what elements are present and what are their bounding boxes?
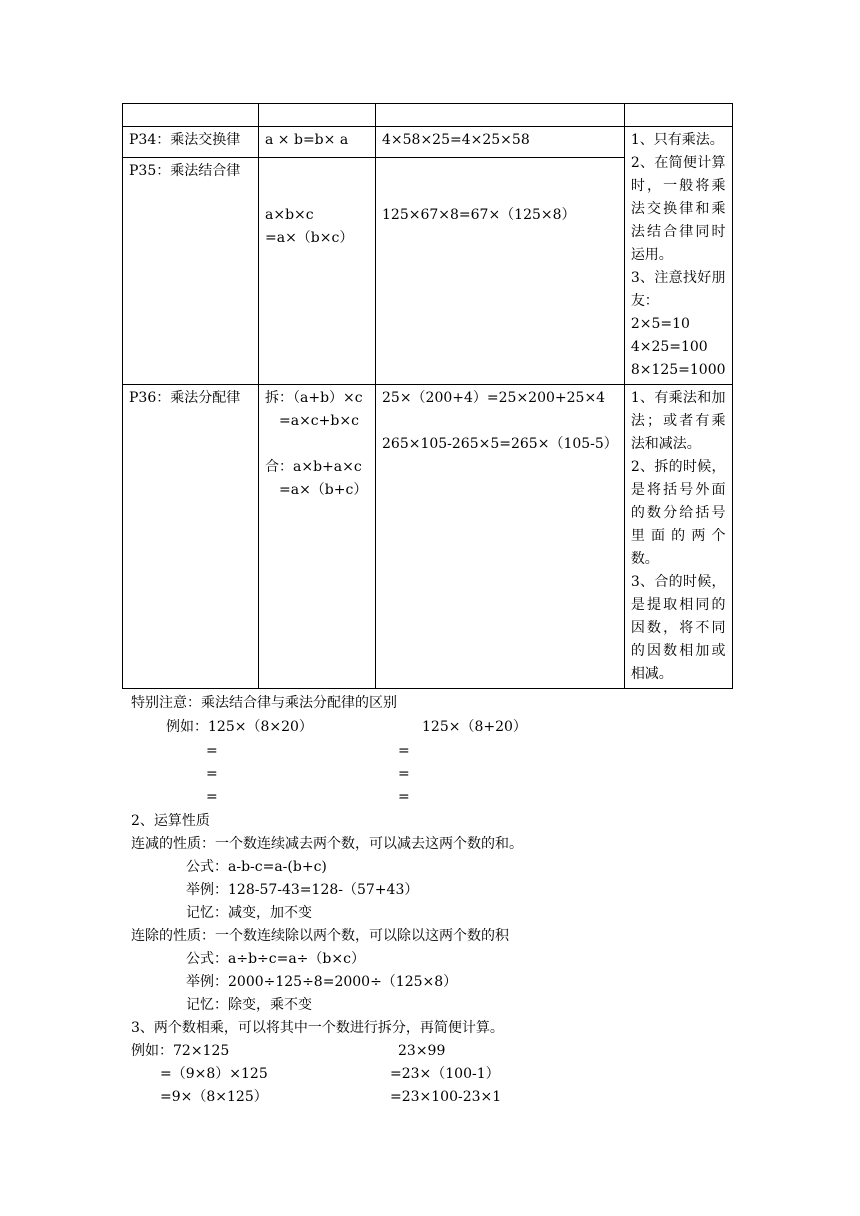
example-line: 265×105-265×5=265×（105-5） (382, 436, 618, 452)
subtraction-formula: 公式：a-b-c=a-(b+c) (186, 859, 327, 875)
multiplication-laws-table (122, 103, 733, 689)
note-line: 3、合的时候，是提取相同的因数，将不同的因数相加或相减。 (630, 574, 726, 682)
example-line: 25×（200+4）=25×200+25×4 (382, 390, 606, 406)
section3-left-line: =（9×8）×125 (160, 1066, 268, 1082)
table-row (123, 385, 733, 689)
header-cell (624, 104, 732, 127)
special-example-right: 125×（8+20） (422, 719, 527, 735)
section3-title: 3、两个数相乘，可以将其中一个数进行拆分，再简便计算。 (131, 1020, 504, 1036)
law-formula-commutative: a × b=b× a (259, 127, 376, 158)
note-line: 8×125=1000 (630, 362, 726, 378)
section3-left-line: =9×（8×125） (160, 1089, 268, 1105)
note-line: 2、拆的时候，是将括号外面的数分给括号里面的两个数。 (630, 459, 726, 567)
formula-line: =a×c+b×c (279, 413, 359, 429)
note-line: 3、注意找好朋友： (630, 270, 726, 309)
equals-sign: = (398, 789, 410, 805)
header-cell (376, 104, 625, 127)
formula-line: =a×（b+c） (279, 482, 368, 498)
section2-title: 2、运算性质 (131, 813, 210, 829)
equals-sign: = (398, 766, 410, 782)
law-formula-distributive (259, 385, 376, 689)
subtraction-property: 连减的性质：一个数连续减去两个数，可以减去这两个数的和。 (131, 836, 523, 852)
special-example-left: 例如：125×（8×20） (166, 719, 313, 735)
formula-line: 拆：（a+b）×c (265, 390, 363, 406)
section3-right-line: =23×100-23×1 (390, 1089, 502, 1105)
table-row (123, 127, 733, 158)
law-notes-cell (624, 385, 732, 689)
section3-right-line: 23×99 (398, 1043, 446, 1059)
equals-sign: = (206, 789, 218, 805)
law-notes-cell (624, 127, 732, 385)
law-example-distributive (376, 385, 625, 689)
section3-right-line: =23×（100-1） (390, 1066, 500, 1082)
note-line: 2×5=10 (630, 316, 690, 332)
note-line: 4×25=100 (630, 339, 708, 355)
equals-sign: = (206, 766, 218, 782)
law-name-commutative: P34：乘法交换律 (123, 127, 259, 158)
formula-line: a×b×c (265, 207, 314, 224)
special-note-title: 特别注意：乘法结合律与乘法分配律的区别 (131, 695, 397, 711)
law-name-distributive: P36：乘法分配律 (123, 385, 259, 689)
division-memory: 记忆：除变，乘不变 (186, 997, 312, 1013)
header-cell (123, 104, 259, 127)
note-line: 2、在简便计算时，一般将乘法交换律和乘法结合律同时运用。 (630, 155, 726, 263)
note-line: 1、有乘法和加法；或者有乘法和减法。 (630, 390, 726, 452)
law-name-associative: P35：乘法结合律 (123, 158, 259, 385)
equals-sign: = (398, 743, 410, 759)
formula-line: 合：a×b+a×c (265, 459, 362, 475)
law-example-associative: 125×67×8=67×（125×8） (376, 158, 625, 385)
equals-sign: = (206, 743, 218, 759)
section3-left-line: 例如：72×125 (131, 1043, 230, 1059)
subtraction-memory: 记忆：减变，加不变 (186, 905, 312, 921)
law-example-commutative: 4×58×25=4×25×58 (376, 127, 625, 158)
division-example: 举例：2000÷125÷8=2000÷（125×8） (186, 974, 458, 990)
subtraction-example: 举例：128-57-43=128-（57+43） (186, 882, 419, 898)
division-formula: 公式：a÷b÷c=a÷（b×c） (186, 951, 365, 967)
division-property: 连除的性质：一个数连续除以两个数，可以除以这两个数的积 (131, 928, 509, 944)
header-cell (259, 104, 376, 127)
law-formula-associative (259, 158, 376, 385)
formula-line: =a×（b×c） (265, 230, 354, 247)
table-header-row (123, 104, 733, 127)
note-line: 1、只有乘法。 (630, 132, 724, 148)
